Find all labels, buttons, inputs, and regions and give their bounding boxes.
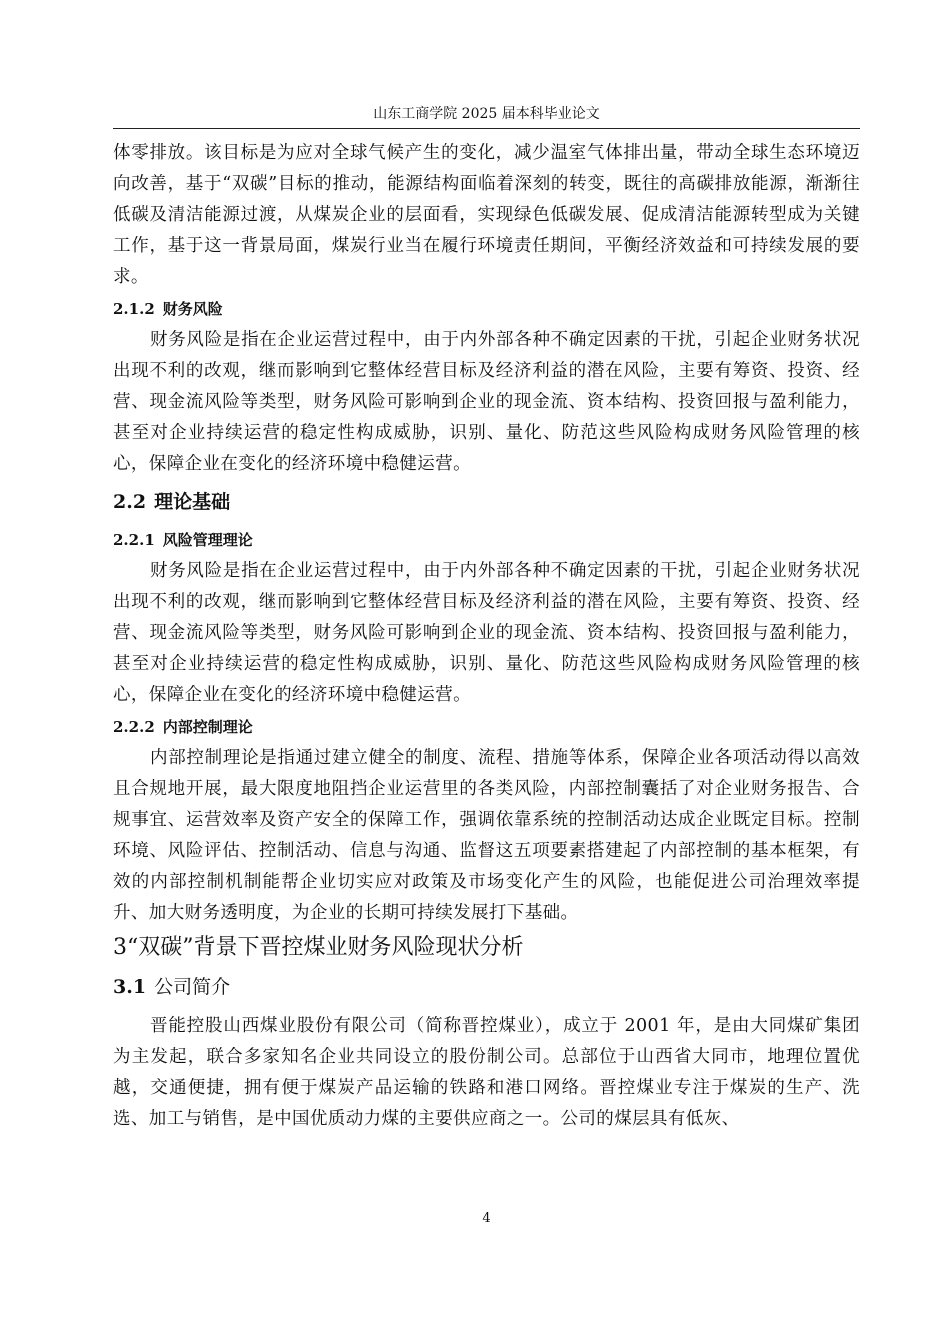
heading-2-2 xyxy=(113,488,860,516)
heading-2-2-1-title: 风险管理理论 xyxy=(162,531,253,549)
heading-2-2-number: 2.2 xyxy=(113,491,147,513)
header-rule xyxy=(113,128,860,129)
paragraph-2-2-1: 财务风险是指在企业运营过程中，由于内外部各种不确定因素的干扰，引起企业财务状况出现不利的改观，继而影响到它整体经营目标及经济利益的潜在风险，主要有筹资、投资、经营、现金流风险等类型，财务风险可影响到企业的现金流、资本结构、投资回报与盈利能力，甚至对企业持续运营的稳定性构成威胁，识别、量化、防范这些风险构成财务风险管理的核心，保障企业在变化的经济环境中稳健运营。 xyxy=(113,561,860,705)
heading-2-2-1 xyxy=(113,524,860,556)
heading-2-2-2-title: 内部控制理论 xyxy=(162,718,253,736)
heading-2-1-2 xyxy=(113,293,860,325)
heading-2-2-2-number: 2.2.2 xyxy=(113,718,155,736)
intro-paragraph: 体零排放。该目标是为应对全球气候产生的变化，减少温室气体排出量，带动全球生态环境迈向改善，基于“双碳”目标的推动，能源结构面临着深刻的转变，既往的高碳排放能源，渐渐往低碳及清洁能源过渡，从煤炭企业的层面看，实现绿色低碳发展、促成清洁能源转型成为关键工作，基于这一背景局面，煤炭行业当在履行环境责任期间，平衡经济效益和可持续发展的要求。 xyxy=(113,143,860,287)
paragraph-3-1: 晋能控股山西煤业股份有限公司（简称晋控煤业），成立于 2001 年，是由大同煤矿集团为主发起，联合多家知名企业共同设立的股份制公司。总部位于山西省大同市，地理位置优越，交通便捷，拥有便于煤炭产品运输的铁路和港口网络。晋控煤业专注于煤炭的生产、洗选、加工与销售，是中国优质动力煤的主要供应商之一。公司的煤层具有低灰、 xyxy=(113,1016,860,1129)
heading-2-2-2 xyxy=(113,711,860,743)
paragraph-2-1-2: 财务风险是指在企业运营过程中，由于内外部各种不确定因素的干扰，引起企业财务状况出现不利的改观，继而影响到它整体经营目标及经济利益的潜在风险，主要有筹资、投资、经营、现金流风险等类型，财务风险可影响到企业的现金流、资本结构、投资回报与盈利能力，甚至对企业持续运营的稳定性构成威胁，识别、量化、防范这些风险构成财务风险管理的核心，保障企业在变化的经济环境中稳健运营。 xyxy=(113,330,860,474)
paragraph-2-2-2: 内部控制理论是指通过建立健全的制度、流程、措施等体系，保障企业各项活动得以高效且合规地开展，最大限度地阻挡企业运营里的各类风险，内部控制囊括了对企业财务报告、合规事宜、运营效率及资产安全的保障工作，强调依靠系统的控制活动达成企业既定目标。控制环境、风险评估、控制活动、信息与沟通、监督这五项要素搭建起了内部控制的基本框架，有效的内部控制机制能帮企业切实应对政策及市场变化产生的风险，也能促进公司治理效率提升、加大财务透明度，为企业的长期可持续发展打下基础。 xyxy=(113,748,860,923)
heading-chapter-3: 3“双碳”背景下晋控煤业财务风险现状分析 xyxy=(113,935,524,960)
heading-2-2-title: 理论基础 xyxy=(154,491,231,513)
heading-2-2-1-number: 2.2.1 xyxy=(113,531,155,549)
heading-3-1 xyxy=(113,973,860,1001)
heading-3-1-title: 公司简介 xyxy=(154,976,231,998)
heading-2-1-2-title: 财务风险 xyxy=(162,300,223,318)
page-number: 4 xyxy=(482,1211,491,1226)
heading-3-1-number: 3.1 xyxy=(113,976,147,998)
running-header: 山东工商学院 2025 届本科毕业论文 xyxy=(373,106,600,122)
heading-2-1-2-number: 2.1.2 xyxy=(113,300,155,318)
page-content xyxy=(113,138,860,1135)
